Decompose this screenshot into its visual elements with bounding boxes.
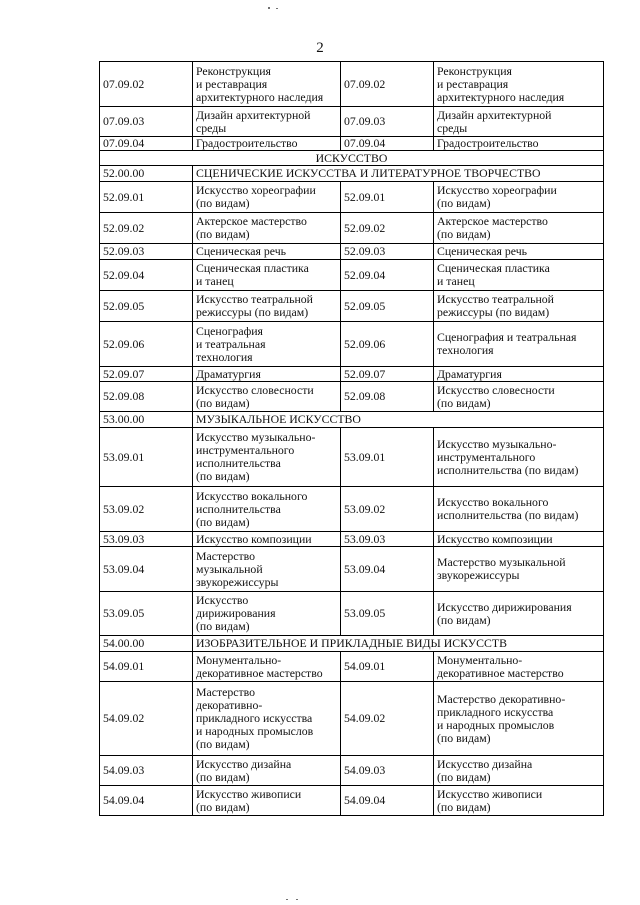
name-cell: Искусство хореографии (по видам): [193, 182, 341, 213]
name-cell: Искусство дизайна (по видам): [193, 756, 341, 786]
name-cell: Искусство композиции: [434, 532, 604, 547]
code-cell: 07.09.03: [341, 107, 434, 137]
code-cell: 07.09.02: [341, 62, 434, 107]
scan-speck: [276, 8, 278, 9]
table-row: [100, 682, 604, 756]
table-row: [100, 244, 604, 260]
code-cell: 53.09.01: [100, 428, 193, 487]
name-cell: Актерское мастерство (по видам): [434, 213, 604, 244]
code-cell: 52.09.01: [341, 182, 434, 213]
code-cell: 52.09.05: [341, 291, 434, 322]
name-cell: Искусство вокального исполнительства (по видам): [193, 487, 341, 532]
code-cell: 52.09.06: [100, 322, 193, 367]
code-cell: 52.09.03: [100, 244, 193, 260]
code-cell: 52.09.06: [341, 322, 434, 367]
code-cell: 52.09.03: [341, 244, 434, 260]
table-row: [100, 428, 604, 487]
table-row: [100, 137, 604, 151]
scan-speck: [268, 7, 270, 9]
table-row: [100, 592, 604, 636]
name-cell: Искусство живописи (по видам): [193, 786, 341, 816]
code-cell: 54.09.04: [100, 786, 193, 816]
name-cell: Искусство музыкально- инструментального исполнительства (по видам): [193, 428, 341, 487]
table-row: [100, 786, 604, 816]
code-cell: 53.09.05: [341, 592, 434, 636]
table-row: [100, 756, 604, 786]
name-cell: Дизайн архитектурной среды: [193, 107, 341, 137]
name-cell: Градостроительство: [193, 137, 341, 151]
specialties-table-body: [100, 62, 604, 816]
code-cell: 54.09.01: [341, 652, 434, 682]
code-cell: 52.09.07: [341, 367, 434, 382]
name-cell: Реконструкция и реставрация архитектурного наследия: [434, 62, 604, 107]
name-cell: Искусство театральной режиссуры (по видам): [193, 291, 341, 322]
name-cell: Монументально- декоративное мастерство: [193, 652, 341, 682]
name-cell: Сценическая речь: [193, 244, 341, 260]
name-cell: Искусство дирижирования (по видам): [434, 592, 604, 636]
code-cell: 54.09.01: [100, 652, 193, 682]
code-cell: 54.09.03: [100, 756, 193, 786]
table-row: [100, 382, 604, 412]
name-cell: Искусство дизайна (по видам): [434, 756, 604, 786]
name-cell: Мастерство музыкальной звукорежиссуры: [193, 547, 341, 592]
name-cell: Мастерство декоративно- прикладного искусства и народных промыслов (по видам): [193, 682, 341, 756]
name-cell: Драматургия: [434, 367, 604, 382]
name-cell: Монументально- декоративное мастерство: [434, 652, 604, 682]
scan-speck: [296, 899, 298, 900]
code-cell: 53.09.03: [100, 532, 193, 547]
name-cell: Мастерство музыкальной звукорежиссуры: [434, 547, 604, 592]
name-cell: Искусство словесности (по видам): [193, 382, 341, 412]
code-cell: 52.09.04: [100, 260, 193, 291]
code-cell: 53.09.02: [341, 487, 434, 532]
section-title: ИСКУССТВО: [100, 151, 604, 166]
group-title: ИЗОБРАЗИТЕЛЬНОЕ И ПРИКЛАДНЫЕ ВИДЫ ИСКУССТВ: [193, 636, 604, 652]
table-row: [100, 62, 604, 107]
table-row: [100, 107, 604, 137]
table-row: [100, 322, 604, 367]
code-cell: 54.09.02: [100, 682, 193, 756]
code-cell: 54.09.02: [341, 682, 434, 756]
group-row: [100, 166, 604, 182]
code-cell: 54.09.03: [341, 756, 434, 786]
code-cell: 07.09.04: [100, 137, 193, 151]
code-cell: 52.09.04: [341, 260, 434, 291]
scan-speck: [286, 899, 288, 900]
name-cell: Сценография и театральная технология: [193, 322, 341, 367]
specialties-table: [99, 61, 604, 816]
table-row: [100, 367, 604, 382]
code-cell: 07.09.03: [100, 107, 193, 137]
code-cell: 07.09.02: [100, 62, 193, 107]
code-cell: 53.09.03: [341, 532, 434, 547]
code-cell: 52.09.08: [341, 382, 434, 412]
code-cell: 53.09.04: [341, 547, 434, 592]
code-cell: 07.09.04: [341, 137, 434, 151]
name-cell: Сценография и театральная технология: [434, 322, 604, 367]
code-cell: 54.09.04: [341, 786, 434, 816]
code-cell: 53.09.02: [100, 487, 193, 532]
code-cell: 52.09.05: [100, 291, 193, 322]
name-cell: Актерское мастерство (по видам): [193, 213, 341, 244]
section-row: [100, 151, 604, 166]
name-cell: Реконструкция и реставрация архитектурного наследия: [193, 62, 341, 107]
name-cell: Искусство словесности (по видам): [434, 382, 604, 412]
code-cell: 53.09.04: [100, 547, 193, 592]
table-row: [100, 487, 604, 532]
code-cell: 52.09.02: [100, 213, 193, 244]
name-cell: Драматургия: [193, 367, 341, 382]
group-title: СЦЕНИЧЕСКИЕ ИСКУССТВА И ЛИТЕРАТУРНОЕ ТВОРЧЕСТВО: [193, 166, 604, 182]
group-code: 53.00.00: [100, 412, 193, 428]
name-cell: Искусство композиции: [193, 532, 341, 547]
name-cell: Искусство вокального исполнительства (по видам): [434, 487, 604, 532]
group-code: 54.00.00: [100, 636, 193, 652]
table-row: [100, 652, 604, 682]
code-cell: 52.09.08: [100, 382, 193, 412]
name-cell: Сценическая пластика и танец: [434, 260, 604, 291]
code-cell: 52.09.07: [100, 367, 193, 382]
name-cell: Градостроительство: [434, 137, 604, 151]
name-cell: Искусство живописи (по видам): [434, 786, 604, 816]
name-cell: Искусство хореографии (по видам): [434, 182, 604, 213]
name-cell: Сценическая пластика и танец: [193, 260, 341, 291]
page-number: 2: [316, 40, 324, 56]
code-cell: 52.09.01: [100, 182, 193, 213]
name-cell: Сценическая речь: [434, 244, 604, 260]
name-cell: Мастерство декоративно- прикладного искусства и народных промыслов (по видам): [434, 682, 604, 756]
name-cell: Искусство театральной режиссуры (по видам): [434, 291, 604, 322]
table-row: [100, 547, 604, 592]
table-row: [100, 213, 604, 244]
name-cell: Искусство музыкально- инструментального исполнительства (по видам): [434, 428, 604, 487]
table-row: [100, 260, 604, 291]
table-row: [100, 182, 604, 213]
group-code: 52.00.00: [100, 166, 193, 182]
name-cell: Искусство дирижирования (по видам): [193, 592, 341, 636]
group-title: МУЗЫКАЛЬНОЕ ИСКУССТВО: [193, 412, 604, 428]
code-cell: 53.09.01: [341, 428, 434, 487]
table-row: [100, 291, 604, 322]
group-row: [100, 412, 604, 428]
code-cell: 53.09.05: [100, 592, 193, 636]
code-cell: 52.09.02: [341, 213, 434, 244]
table-row: [100, 532, 604, 547]
name-cell: Дизайн архитектурной среды: [434, 107, 604, 137]
group-row: [100, 636, 604, 652]
